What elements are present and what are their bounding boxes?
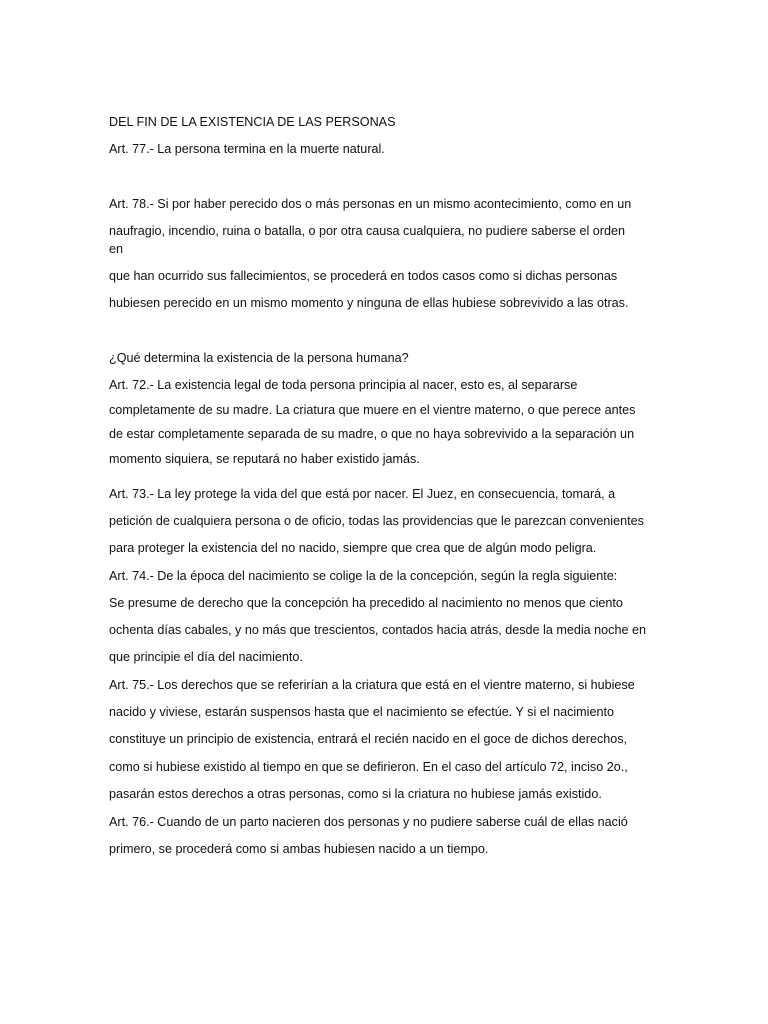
text-line: petición de cualquiera persona o de oficio, todas las providencias que le parezcan convenientes: [109, 514, 644, 528]
text-line: naufragio, incendio, ruina o batalla, o por otra causa cualquiera, no pudiere saberse el orden: [109, 224, 625, 238]
text-line: Art. 78.- Si por haber perecido dos o más personas en un mismo acontecimiento, como en un: [109, 197, 632, 211]
text-line: pasarán estos derechos a otras personas, como si la criatura no hubiese jamás existido.: [109, 787, 602, 801]
text-line: nacido y viviese, estarán suspensos hasta que el nacimiento se efectúe. Y si el nacimiento: [109, 705, 614, 719]
text-line: Art. 73.- La ley protege la vida del que está por nacer. El Juez, en consecuencia, tomará, a: [109, 487, 616, 501]
text-line: como si hubiese existido al tiempo en que se defirieron. En el caso del artículo 72, inciso 2o.,: [109, 760, 628, 774]
text-line: para proteger la existencia del no nacido, siempre que crea que de algún modo peligra.: [109, 541, 597, 555]
text-line: Art. 77.- La persona termina en la muerte natural.: [109, 142, 385, 156]
text-line: Se presume de derecho que la concepción ha precedido al nacimiento no menos que ciento: [109, 596, 623, 610]
document-heading: DEL FIN DE LA EXISTENCIA DE LAS PERSONAS: [109, 115, 396, 129]
text-line: hubiesen perecido en un mismo momento y ninguna de ellas hubiese sobrevivido a las otras.: [109, 296, 629, 310]
text-line: ochenta días cabales, y no más que trescientos, contados hacia atrás, desde la media noche en: [109, 623, 646, 637]
text-line: Art. 74.- De la época del nacimiento se colige la de la concepción, según la regla siguiente:: [109, 569, 618, 583]
text-line: completamente de su madre. La criatura que muere en el vientre materno, o que perece antes: [109, 403, 636, 417]
text-line: Art. 76.- Cuando de un parto nacieren dos personas y no pudiere saberse cuál de ellas nació: [109, 815, 628, 829]
text-line: Art. 72.- La existencia legal de toda persona principia al nacer, esto es, al separarse: [109, 378, 578, 392]
text-line: momento siquiera, se reputará no haber existido jamás.: [109, 452, 420, 466]
text-line: Art. 75.- Los derechos que se referirían a la criatura que está en el vientre materno, si hubiese: [109, 678, 635, 692]
text-line: de estar completamente separada de su madre, o que no haya sobrevivido a la separación un: [109, 427, 635, 441]
text-line: que principie el día del nacimiento.: [109, 650, 303, 664]
section-question: ¿Qué determina la existencia de la persona humana?: [109, 351, 409, 365]
text-line: en: [109, 242, 124, 256]
text-line: constituye un principio de existencia, entrará el recién nacido en el goce de dichos derechos,: [109, 732, 628, 746]
text-line: primero, se procederá como si ambas hubiesen nacido a un tiempo.: [109, 842, 489, 856]
text-line: que han ocurrido sus fallecimientos, se procederá en todos casos como si dichas personas: [109, 269, 618, 283]
